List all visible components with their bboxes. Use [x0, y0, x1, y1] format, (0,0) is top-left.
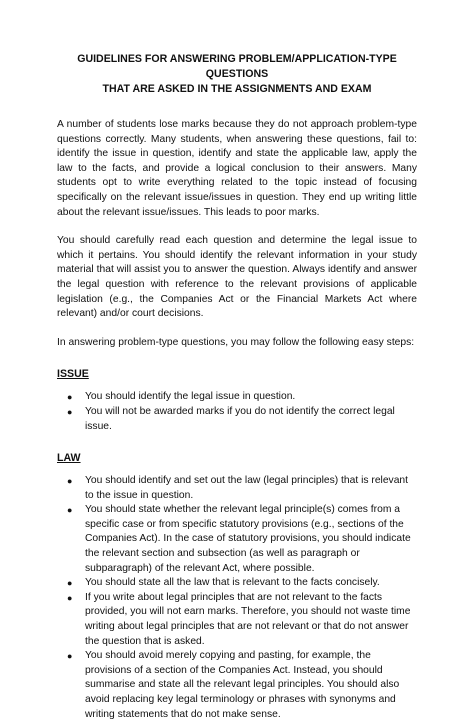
law-list	[57, 474, 417, 722]
bullet-icon: ●	[67, 476, 73, 487]
bullet-icon: ●	[67, 505, 73, 516]
list-item-text: You should identify the legal issue in question.	[85, 391, 296, 403]
list-item	[57, 649, 417, 722]
list-item-text: You should avoid merely copying and pasting, for example, the provisions of a section of the Companies Act. Instead, you should summarise and state all the relevant legal principles. You should also avoid replacing key legal terminology or phrases with synonyms and writing statements that do not make sense.	[85, 650, 400, 720]
title-line-2: THAT ARE ASKED IN THE ASSIGNMENTS AND EXAM	[102, 83, 372, 95]
issue-list	[57, 390, 417, 434]
list-item	[57, 390, 417, 405]
bullet-icon: ●	[67, 406, 73, 417]
list-item	[57, 591, 417, 649]
approach-paragraph: You should carefully read each question and determine the legal issue to which it pertains. You should identify the relevant information in your study material that will assist you to answer the question. Always identify and answer the legal question with reference to the relevant provisions of applicable legislation (e.g., the Companies Act or the Financial Markets Act where relevant) and/or court decisions.	[57, 235, 417, 320]
steps-paragraph: In answering problem-type questions, you may follow the following easy steps:	[57, 336, 415, 348]
intro-paragraph: A number of students lose marks because they do not approach problem-type questions correctly. Many students, when answering these questions, fail to: identify the issue in question, identify and state the applicable law, apply the law to the facts, and provide a logical conclusion to their answers. Many students opt to write everything related to the topic instead of focusing specifically on the relevant issue/issues in question. They end up writing little about the relevant issue/issues. This leads to poor marks.	[57, 119, 417, 218]
list-item-text: You should identify and set out the law (legal principles) that is relevant to the issue in question.	[85, 475, 409, 501]
list-item	[57, 503, 417, 576]
list-item	[57, 474, 417, 503]
title-line-1: GUIDELINES FOR ANSWERING PROBLEM/APPLICATION-TYPE QUESTIONS	[77, 53, 397, 80]
law-heading: LAW	[57, 452, 81, 465]
list-item-text: You should state whether the relevant legal principle(s) comes from a specific case or from specific statutory provisions (e.g., sections of the Companies Act). In the case of statutory provisions, you should indicate the relevant section and subsection (as well as paragraph or subparagraph) of the relevant Act, where possible.	[85, 504, 411, 574]
list-item-text: If you write about legal principles that are not relevant to the facts provided, you will not earn marks. Therefore, you should not waste time writing about legal principles that are not relevant or that do not answer the question that is asked.	[85, 591, 411, 647]
bullet-icon: ●	[67, 651, 73, 662]
list-item	[57, 405, 417, 434]
document-title	[57, 52, 417, 97]
bullet-icon: ●	[67, 592, 73, 603]
bullet-icon: ●	[67, 392, 73, 403]
list-item	[57, 576, 417, 591]
list-item-text: You should state all the law that is relevant to the facts concisely.	[85, 577, 380, 589]
bullet-icon: ●	[67, 578, 73, 589]
list-item-text: You will not be awarded marks if you do not identify the correct legal issue.	[85, 405, 395, 432]
issue-heading: ISSUE	[57, 368, 89, 381]
